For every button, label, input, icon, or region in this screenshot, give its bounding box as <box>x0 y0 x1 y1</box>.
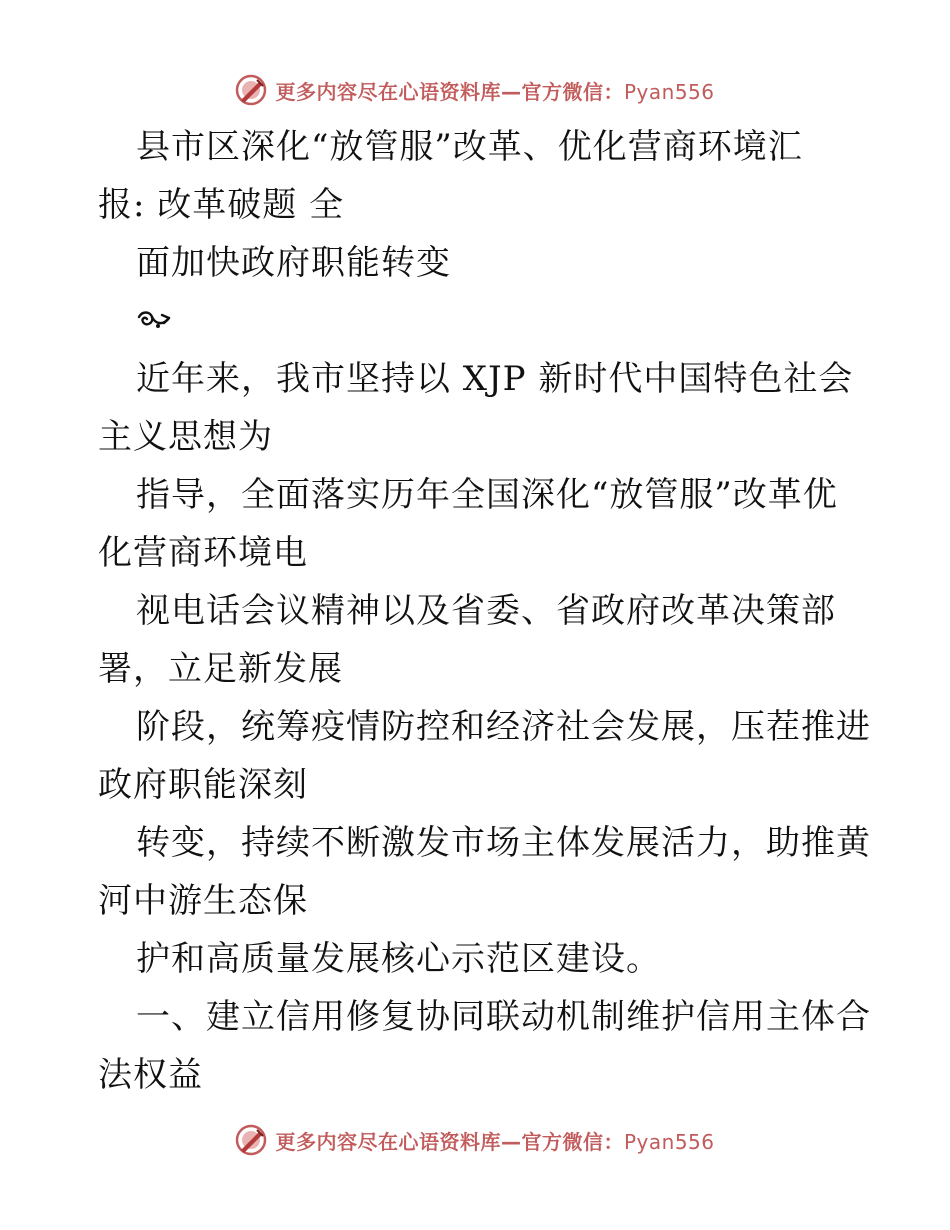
text-line: 面加快政府职能转变 <box>136 243 451 283</box>
text-line: 法权益 <box>98 1055 203 1095</box>
text-line: 近年来，我市坚持以 XJP 新时代中国特色社会 <box>136 359 854 399</box>
text-line: 一、建立信用修复协同联动机制维护信用主体合 <box>136 997 871 1037</box>
header-watermark <box>0 70 950 110</box>
text-line: 转变，持续不断激发市场主体发展活力，助推黄 <box>136 823 871 863</box>
text-line: 报: 改革破题 全 <box>98 185 345 225</box>
text-line: 护和高质量发展核心示范区建设。 <box>136 939 661 979</box>
text-line: 县市区深化“放管服”改革、优化营商环境汇 <box>136 127 803 167</box>
text-line: 视电话会议精神以及省委、省政府改革决策部 <box>136 591 836 631</box>
text-line: 主义思想为 <box>98 417 273 457</box>
text-line: 指导，全面落实历年全国深化“放管服”改革优 <box>136 475 838 515</box>
text-line: 政府职能深刻 <box>98 765 308 805</box>
watermark-text: 更多内容尽在心语资料库—官方微信：Pyan556 <box>275 1129 715 1154</box>
watermark-account: Pyan556 <box>623 1129 715 1154</box>
quill-logo-icon <box>235 1124 267 1156</box>
footer-watermark <box>0 1120 950 1160</box>
text-line: 河中游生态保 <box>98 881 308 921</box>
document-body <box>98 118 871 1104</box>
text-line: 阶段，统筹疫情防控和经济社会发展，压茬推进 <box>136 707 871 747</box>
text-line: 署，立足新发展 <box>98 649 343 689</box>
text-line: 化营商环境电 <box>98 533 308 573</box>
watermark-text: 更多内容尽在心语资料库—官方微信：Pyan556 <box>275 79 715 104</box>
ornament-row <box>98 292 858 350</box>
swirl-ornament-icon <box>136 309 172 333</box>
watermark-account: Pyan556 <box>623 79 715 104</box>
quill-logo-icon <box>235 74 267 106</box>
